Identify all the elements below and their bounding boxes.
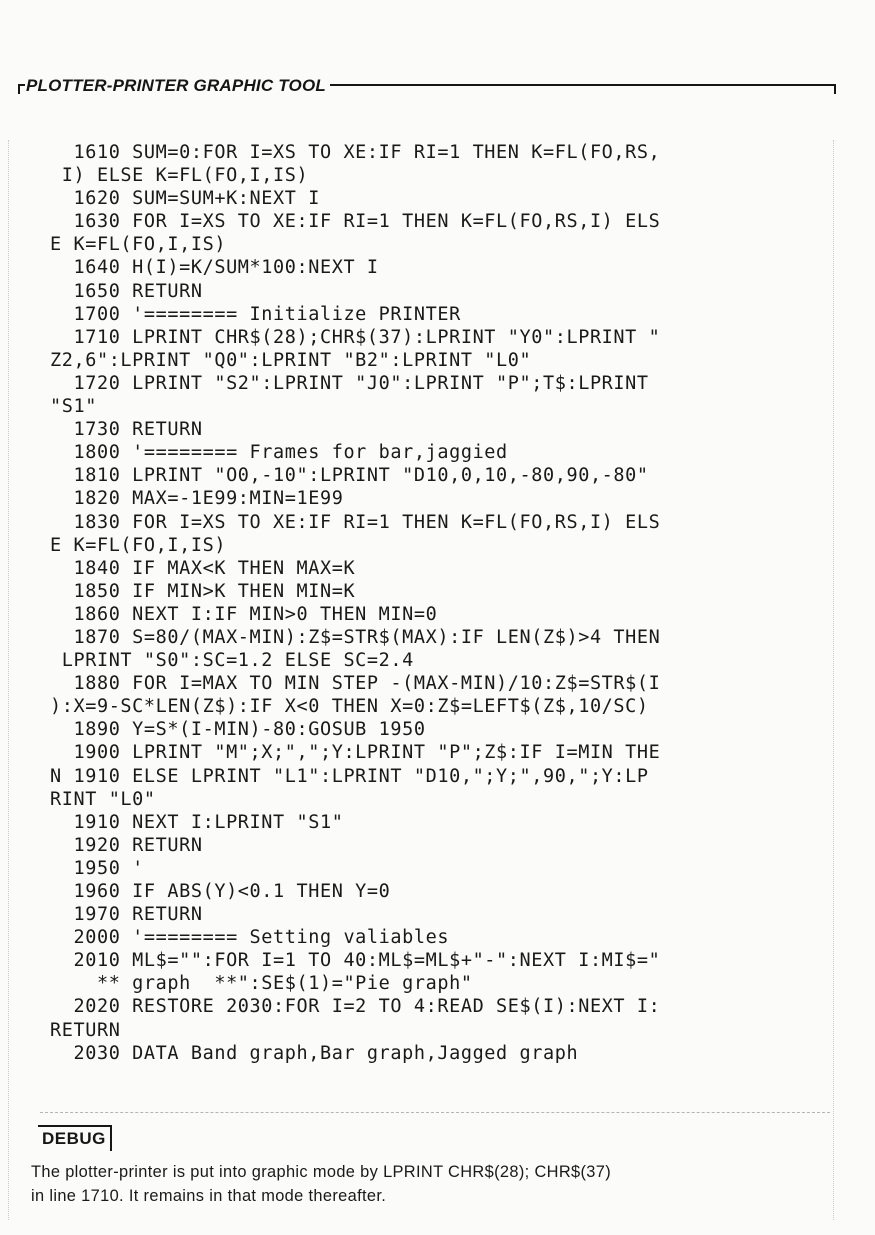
code-line: 2020 RESTORE 2030:FOR I=2 TO 4:READ SE$(I):NEXT I:: [50, 996, 661, 1018]
code-line: 2010 ML$="":FOR I=1 TO 40:ML$=ML$+"-":NEXT I:MI$=": [50, 950, 661, 972]
code-line: 1700 '======== Initialize PRINTER: [50, 303, 461, 325]
code-line: 1650 RETURN: [50, 280, 203, 302]
code-line: 2000 '======== Setting valiables: [50, 927, 450, 949]
code-line: 1820 MAX=-1E99:MIN=1E99: [50, 488, 344, 510]
code-line: 1910 NEXT I:LPRINT "S1": [50, 811, 344, 833]
header-rule: [318, 84, 836, 94]
section-divider: [40, 1112, 830, 1113]
code-line: 1610 SUM=0:FOR I=XS TO XE:IF RI=1 THEN K=FL(FO,RS,: [50, 142, 661, 163]
code-line: 1890 Y=S*(I-MIN)-80:GOSUB 1950: [50, 719, 426, 741]
code-line: 1840 IF MAX<K THEN MAX=K: [50, 557, 356, 579]
code-line: RETURN: [50, 1019, 121, 1041]
code-line: E K=FL(FO,I,IS): [50, 234, 227, 256]
debug-note: [31, 1160, 821, 1208]
code-line: 1720 LPRINT "S2":LPRINT "J0":LPRINT "P";T$:LPRINT: [50, 372, 649, 394]
code-line: 1960 IF ABS(Y)<0.1 THEN Y=0: [50, 881, 391, 902]
code-line: 1870 S=80/(MAX-MIN):Z$=STR$(MAX):IF LEN(Z$)>4 THEN: [50, 626, 661, 648]
code-line: LPRINT "S0":SC=1.2 ELSE SC=2.4: [50, 650, 414, 672]
code-line: 1800 '======== Frames for bar,jaggied: [50, 442, 508, 464]
code-line: ** graph **":SE$(1)="Pie graph": [50, 973, 473, 995]
scan-edge-left: [8, 140, 10, 1220]
code-line: RINT "L0": [50, 788, 156, 810]
note-line: The plotter-printer is put into graphic mode by LPRINT CHR$(28); CHR$(37): [31, 1163, 612, 1181]
note-line: in line 1710. It remains in that mode thereafter.: [31, 1187, 387, 1205]
scan-edge-right: [833, 140, 835, 1220]
code-line: 1880 FOR I=MAX TO MIN STEP -(MAX-MIN)/10:Z$=STR$(I: [50, 673, 661, 695]
code-line: 1900 LPRINT "M";X;",";Y:LPRINT "P";Z$:IF I=MIN THE: [50, 742, 661, 764]
code-line: 1710 LPRINT CHR$(28);CHR$(37):LPRINT "Y0":LPRINT ": [50, 326, 661, 348]
code-line: 1920 RETURN: [50, 834, 203, 856]
code-listing: [50, 141, 820, 1065]
code-line: I) ELSE K=FL(FO,I,IS): [50, 165, 309, 187]
code-line: 2030 DATA Band graph,Bar graph,Jagged graph: [50, 1042, 579, 1064]
code-line: 1730 RETURN: [50, 419, 203, 441]
code-line: 1620 SUM=SUM+K:NEXT I: [50, 188, 320, 210]
code-line: Z2,6":LPRINT "Q0":LPRINT "B2":LPRINT "L0": [50, 349, 532, 371]
code-line: 1970 RETURN: [50, 904, 203, 926]
code-line: "S1": [50, 396, 97, 418]
debug-heading: DEBUG: [38, 1125, 112, 1151]
code-line: 1860 NEXT I:IF MIN>0 THEN MIN=0: [50, 603, 438, 625]
header-corner-tick: [18, 84, 25, 94]
code-line: ):X=9-SC*LEN(Z$):IF X<0 THEN X=0:Z$=LEFT$(Z$,10/SC): [50, 696, 649, 718]
code-line: 1640 H(I)=K/SUM*100:NEXT I: [50, 257, 379, 279]
code-line: 1950 ': [50, 857, 144, 879]
chapter-title: PLOTTER-PRINTER GRAPHIC TOOL: [26, 76, 330, 96]
code-line: N 1910 ELSE LPRINT "L1":LPRINT "D10,";Y;",90,";Y:LP: [50, 765, 649, 787]
code-line: 1810 LPRINT "O0,-10":LPRINT "D10,0,10,-80,90,-80": [50, 465, 649, 487]
code-line: 1850 IF MIN>K THEN MIN=K: [50, 580, 356, 602]
code-line: 1830 FOR I=XS TO XE:IF RI=1 THEN K=FL(FO,RS,I) ELS: [50, 511, 661, 533]
code-line: E K=FL(FO,I,IS): [50, 534, 227, 556]
chapter-header: [18, 74, 836, 96]
code-line: 1630 FOR I=XS TO XE:IF RI=1 THEN K=FL(FO,RS,I) ELS: [50, 211, 661, 233]
